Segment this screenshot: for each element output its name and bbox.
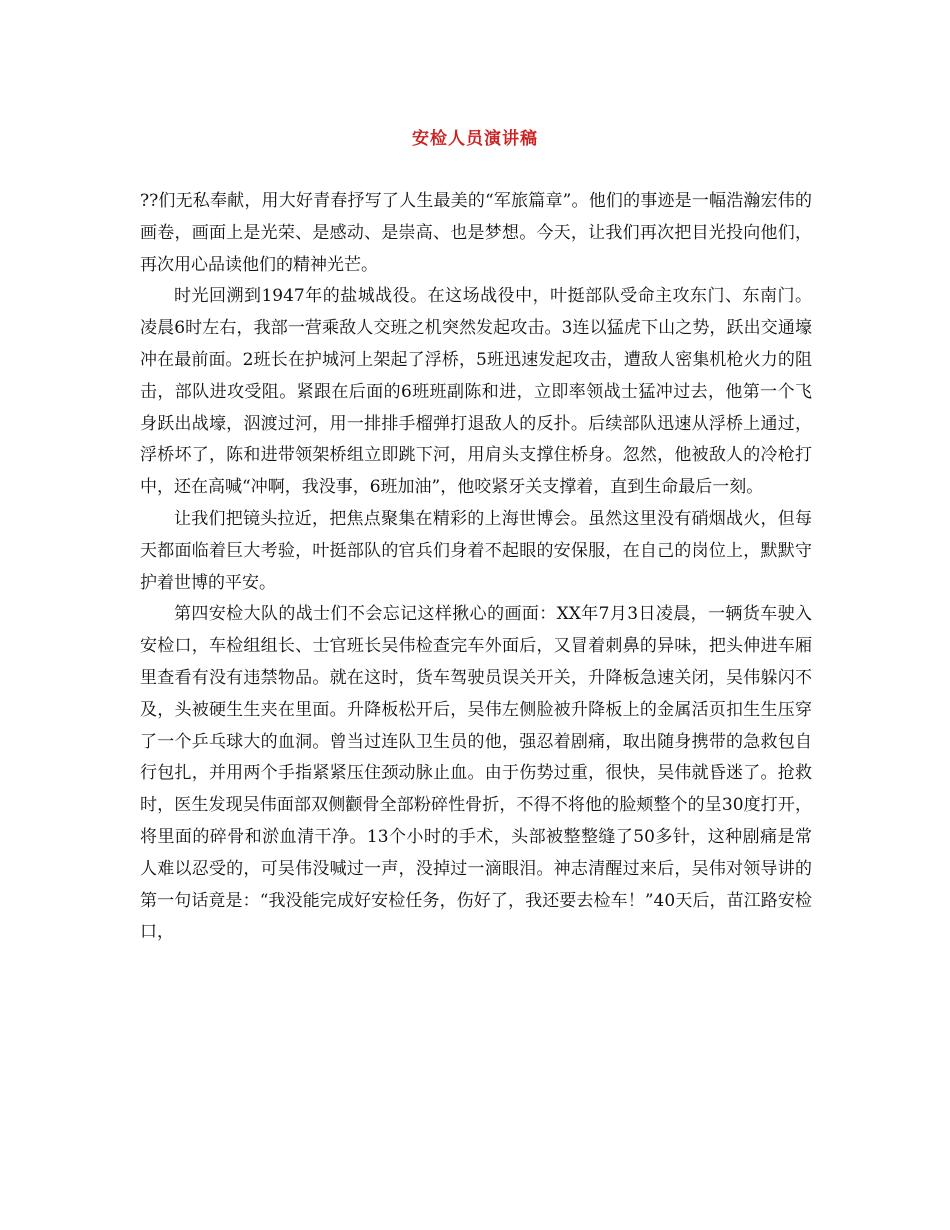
paragraph-2: 时光回溯到1947年的盐城战役。在这场战役中，叶挺部队受命主攻东门、东南门。凌晨6时左右，我部一营乘敌人交班之机突然发起攻击。3连以猛虎下山之势，跃出交通壕冲在最前面。2班长在护城河上架起了浮桥，5班迅速发起攻击，遭敌人密集机枪火力的阻击，部队进攻受阻。紧跟在后面的6班班副陈和进，立即率领战士猛冲过去，他第一个飞身跃出战壕，泅渡过河，用一排排手榴弹打退敌人的反扑。后续部队迅速从浮桥上通过，浮桥坏了，陈和进带领架桥组立即跳下河，用肩头支撑住桥身。忽然，他被敌人的冷枪打中，还在高喊“冲啊，我没事，6班加油”，他咬紧牙关支撑着，直到生命最后一刻。 [140,286,812,498]
paragraph-4: 第四安检大队的战士们不会忘记这样揪心的画面：XX年7月3日凌晨，一辆货车驶入安检口，车检组组长、士官班长吴伟检查完车外面后，又冒着刺鼻的异味，把头伸进车厢里查看有没有违禁物品。就在这时，货车驾驶员误关开关，升降板急速关闭，吴伟躲闪不及，头被硬生生夹在里面。升降板松开后，吴伟左侧脸被升降板上的金属活页扣生生压穿了一个乒乓球大的血洞。曾当过连队卫生员的他，强忍着剧痛，取出随身携带的急救包自行包扎，并用两个手指紧紧压住颈动脉止血。由于伤势过重，很快，吴伟就昏迷了。抢救时，医生发现吴伟面部双侧颧骨全部粉碎性骨折，不得不将他的脸颊整个的呈30度打开，将里面的碎骨和淤血清干净。13个小时的手术，头部被整整缝了50多针，这种剧痛是常人难以忍受的，可吴伟没喊过一声，没掉过一滴眼泪。神志清醒过来后，吴伟对领导讲的第一句话竟是：“我没能完成好安检任务，伤好了，我还要去检车！”40天后，苗江路安检口， [140,604,812,943]
document-body [140,186,812,949]
paragraph-3: 让我们把镜头拉近，把焦点聚集在精彩的上海世博会。虽然这里没有硝烟战火，但每天都面临着巨大考验，叶挺部队的官兵们身着不起眼的安保服，在自己的岗位上，默默守护着世博的平安。 [140,508,812,593]
paragraph-1: ??们无私奉献，用大好青春抒写了人生最美的“军旅篇章”。他们的事迹是一幅浩瀚宏伟的画卷，画面上是光荣、是感动、是崇高、也是梦想。今天，让我们再次把目光投向他们，再次用心品读他们的精神光芒。 [140,191,812,275]
document-title: 安检人员演讲稿 [412,129,538,149]
